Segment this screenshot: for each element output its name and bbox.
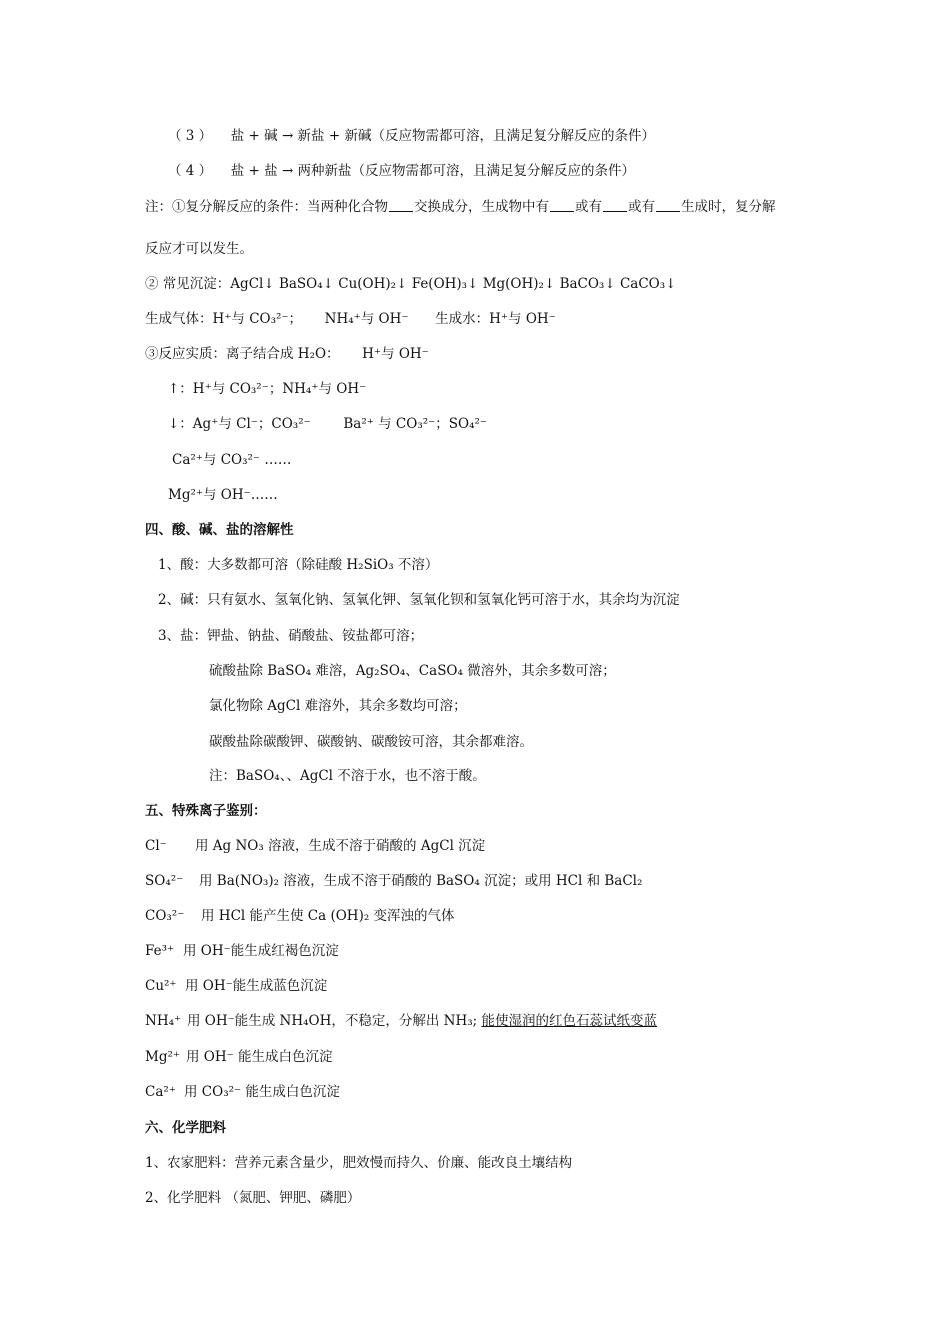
precip-item: BaCO₃↓ — [559, 276, 616, 292]
precip-item: AgCl↓ — [230, 276, 275, 292]
ion-symbol: SO₄²⁻ — [145, 873, 184, 889]
ion-row — [145, 1012, 657, 1030]
common-precipitates — [145, 275, 676, 293]
solubility-base: 2、碱：只有氨水、氢氧化钠、氢氧化钾、氢氧化钡和氢氧化钙可溶于水，其余均为沉淀 — [158, 592, 680, 608]
item-4 — [168, 162, 635, 180]
gas-water-line — [145, 310, 556, 328]
solubility-chloride: 氯化物除 AgCl 难溶外，其余多数均可溶； — [209, 698, 467, 714]
precip-item: Mg(OH)₂↓ — [482, 276, 556, 292]
fill-blank — [603, 199, 627, 212]
section-6-heading: 六、化学肥料 — [145, 1120, 226, 1136]
ion-symbol: CO₃²⁻ — [145, 908, 185, 924]
solubility-carbonate: 碳酸盐除碳酸钾、碳酸钠、碳酸铵可溶，其余都难溶。 — [209, 734, 533, 750]
note-conditions — [145, 198, 776, 216]
ion-test: 用 OH⁻ 能生成白色沉淀 — [186, 1049, 333, 1065]
reaction-essence — [145, 345, 429, 363]
ion-row — [145, 977, 327, 995]
water-label: 生成水： — [435, 311, 490, 327]
ion-row — [145, 1083, 340, 1101]
precip-item: Cu(OH)₂↓ — [338, 276, 408, 292]
solubility-sulfate: 硫酸盐除 BaSO₄ 难溶，Ag₂SO₄、CaSO₄ 微溶外，其余多数可溶； — [209, 663, 616, 679]
ion-row — [145, 872, 642, 890]
ion-symbol: Fe³⁺ — [145, 943, 175, 959]
note-text-1: 注：①复分解反应的条件：当两种化合物 — [145, 199, 388, 215]
ion-row — [145, 1048, 333, 1066]
ion-test: 用 CO₃²⁻ 能生成白色沉淀 — [184, 1084, 340, 1100]
note-text-3: 或有 — [575, 199, 602, 215]
fertilizer-item-2: 2、化学肥料 （氮肥、钾肥、磷肥） — [145, 1190, 361, 1206]
item-4-number: （ 4 ） — [168, 163, 213, 179]
item-3-number: （ 3 ） — [168, 128, 213, 144]
solubility-salt: 3、盐：钾盐、钠盐、硝酸盐、铵盐都可溶； — [158, 628, 424, 644]
essence-label: ③反应实质：离子结合成 H₂O： — [145, 346, 340, 362]
essence-gas: ↑：H⁺与 CO₃²⁻；NH₄⁺与 OH⁻ — [168, 381, 367, 397]
ion-test-underlined: 能使湿润的红色石蕊试纸变蓝 — [481, 1013, 658, 1029]
fill-blank — [550, 199, 574, 212]
ion-test: 用 HCl 能产生使 Ca (OH)₂ 变浑浊的气体 — [201, 908, 455, 924]
solubility-note: 注：BaSO₄、、AgCl 不溶于水，也不溶于酸。 — [209, 768, 486, 784]
precip-item: Fe(OH)₃↓ — [411, 276, 479, 292]
essence-precipitate — [168, 415, 487, 433]
section-5-heading: 五、特殊离子鉴别： — [145, 803, 267, 819]
section-4-heading: 四、酸、碱、盐的溶解性 — [145, 522, 294, 538]
ion-row — [145, 942, 339, 960]
essence-water: H⁺与 OH⁻ — [362, 346, 429, 362]
ion-symbol: Cl⁻ — [145, 838, 167, 854]
note-text-5: 生成时，复分解 — [681, 199, 776, 215]
fill-blank — [656, 199, 680, 212]
ion-test: 用 OH⁻能生成红褐色沉淀 — [183, 943, 339, 959]
water-pair: H⁺与 OH⁻ — [489, 311, 556, 327]
precip-label: ② 常见沉淀： — [145, 276, 231, 292]
ion-row — [145, 837, 485, 855]
essence-calcium: Ca²⁺与 CO₃²⁻ …… — [172, 452, 292, 468]
ion-symbol: Ca²⁺ — [145, 1084, 176, 1100]
ion-test: 用 Ag NO₃ 溶液，生成不溶于硝酸的 AgCl 沉淀 — [195, 838, 486, 854]
gas-label: 生成气体： — [145, 311, 213, 327]
fertilizer-item-1: 1、农家肥料：营养元素含量少，肥效慢而持久、价廉、能改良土壤结构 — [145, 1155, 573, 1171]
essence-magnesium: Mg²⁺与 OH⁻…… — [168, 487, 278, 503]
note-text-4: 或有 — [628, 199, 655, 215]
gas-pair-2: NH₄⁺与 OH⁻ — [324, 311, 409, 327]
essence-down-1: ↓：Ag⁺与 Cl⁻；CO₃²⁻ — [168, 416, 311, 432]
solubility-acid: 1、酸：大多数都可溶（除硅酸 H₂SiO₃ 不溶） — [158, 557, 439, 573]
precip-item: BaSO₄↓ — [278, 276, 334, 292]
item-3 — [168, 127, 655, 145]
ion-symbol: NH₄⁺ — [145, 1013, 182, 1029]
essence-down-2: Ba²⁺ 与 CO₃²⁻；SO₄²⁻ — [343, 416, 488, 432]
item-4-text: 盐 + 盐 → 两种新盐（反应物需都可溶，且满足复分解反应的条件） — [230, 163, 636, 179]
ion-row — [145, 907, 455, 925]
note-text-2: 交换成分，生成物中有 — [414, 199, 549, 215]
fill-blank — [389, 199, 413, 212]
ion-test: 用 Ba(NO₃)₂ 溶液，生成不溶于硝酸的 BaSO₄ 沉淀；或用 HCl 和 BaCl₂ — [199, 873, 643, 889]
ion-test: 用 OH⁻能生成蓝色沉淀 — [185, 978, 328, 994]
note-continuation: 反应才可以发生。 — [145, 241, 253, 257]
precip-item: CaCO₃↓ — [619, 276, 677, 292]
ion-symbol: Cu²⁺ — [145, 978, 177, 994]
item-3-text: 盐 + 碱 → 新盐 + 新碱（反应物需都可溶，且满足复分解反应的条件） — [230, 128, 655, 144]
ion-symbol: Mg²⁺ — [145, 1049, 181, 1065]
ion-test: 用 OH⁻能生成 NH₄OH，不稳定，分解出 NH₃; — [187, 1013, 478, 1029]
gas-pair-1: H⁺与 CO₃²⁻； — [212, 311, 303, 327]
